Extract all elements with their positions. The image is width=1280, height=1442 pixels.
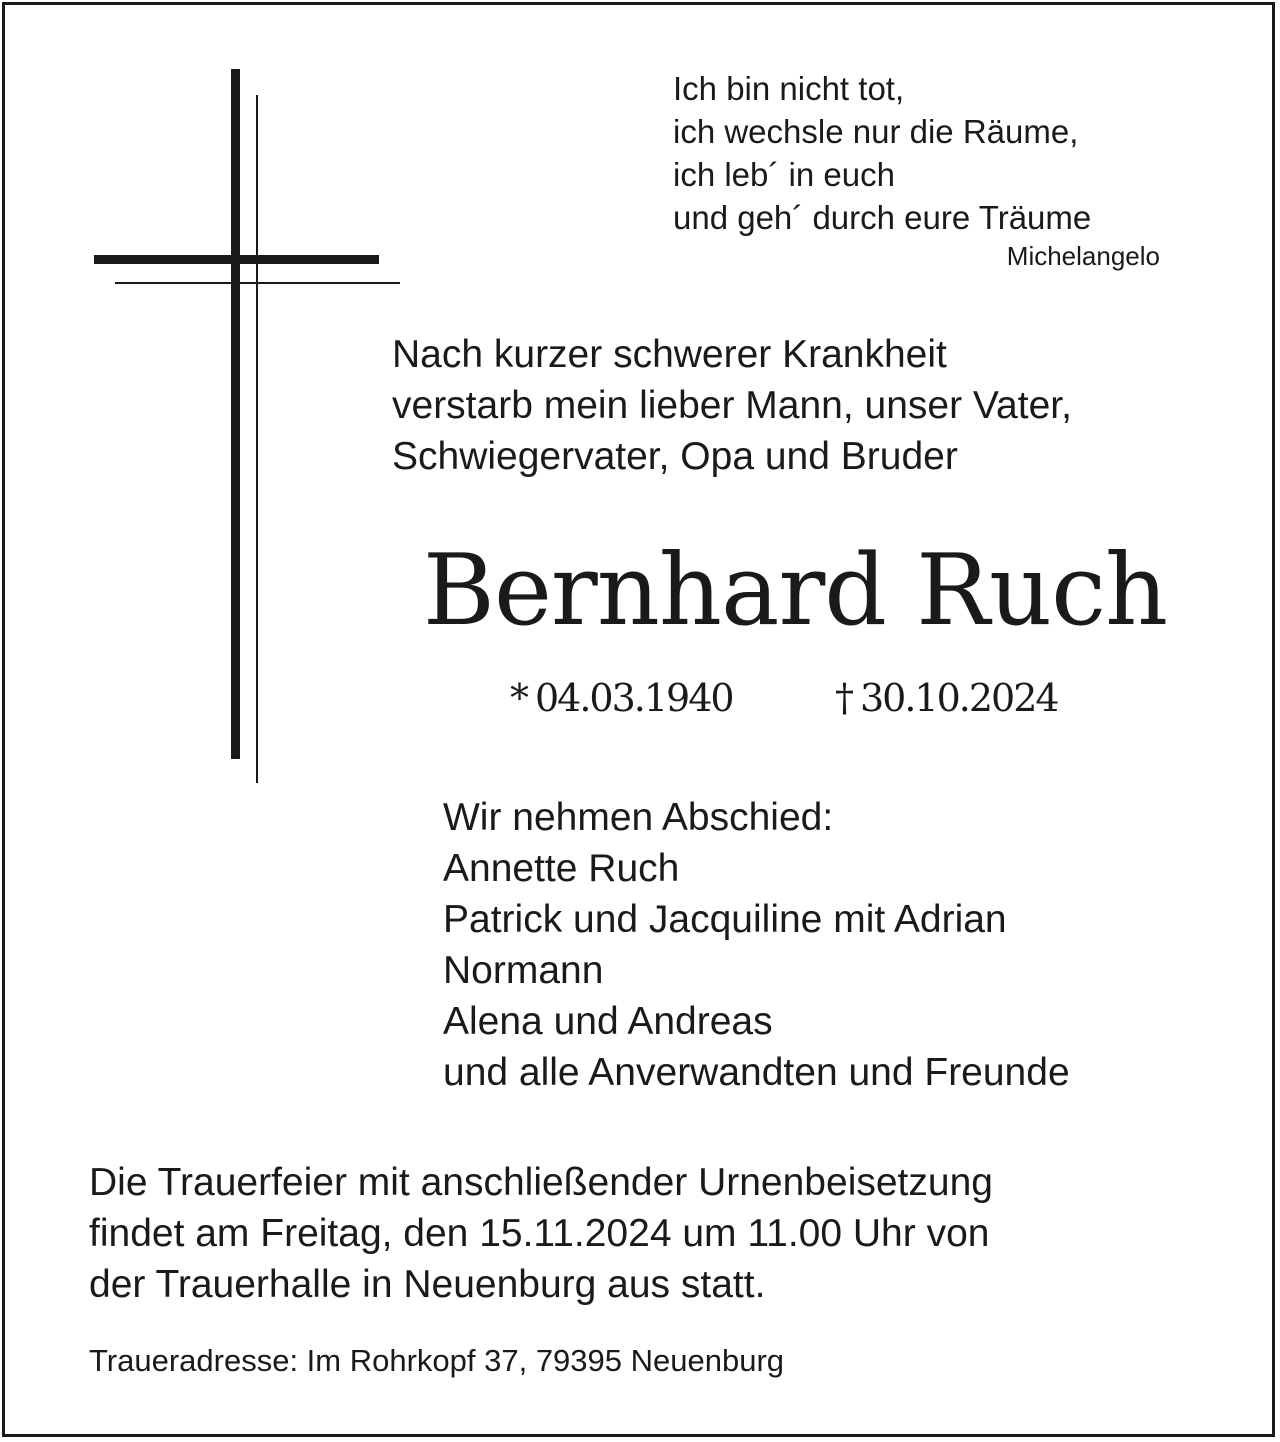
death-date: 30.10.2024 (860, 676, 1058, 720)
poem (673, 67, 1173, 239)
death-date-line (835, 673, 1058, 723)
mourner-entry: Annette Ruch (443, 847, 680, 890)
poem-author: Michelangelo (1006, 241, 1160, 271)
intro-line: verstarb mein lieber Mann, unser Vater, (392, 384, 1072, 427)
ceremony-line: Die Trauerfeier mit anschließender Urnenbeisetzung (89, 1161, 993, 1204)
mourner-entry: Normann (443, 949, 604, 992)
obituary-frame (2, 2, 1275, 1437)
poem-line: ich wechsle nur die Räume, (673, 113, 1079, 150)
mourner-entry: Alena und Andreas (443, 1000, 773, 1043)
intro-text (392, 329, 1272, 482)
cross-horizontal-thin-bar (115, 282, 400, 284)
cross-vertical-thick-bar (231, 69, 240, 759)
ceremony-notice (89, 1157, 1239, 1310)
ceremony-line: findet am Freitag, den 15.11.2024 um 11.00 Uhr von (89, 1212, 990, 1255)
birth-date: 04.03.1940 (535, 676, 733, 720)
deceased-name: Bernhard Ruch (422, 534, 1168, 648)
death-dagger-icon: † (835, 676, 854, 720)
birth-star-icon: * (510, 676, 529, 720)
mourners-heading: Wir nehmen Abschied: (443, 796, 834, 839)
cross-vertical-thin-bar (256, 95, 258, 783)
poem-line: Ich bin nicht tot, (673, 70, 905, 107)
birth-date-line (510, 673, 733, 723)
intro-line: Schwiegervater, Opa und Bruder (392, 435, 958, 478)
ceremony-line: der Trauerhalle in Neuenburg aus statt. (89, 1263, 766, 1306)
intro-line: Nach kurzer schwerer Krankheit (392, 333, 947, 376)
mourner-entry: Patrick und Jacquiline mit Adrian (443, 898, 1007, 941)
mourners-list (443, 792, 1263, 1098)
poem-line: ich leb´ in euch (673, 156, 895, 193)
poem-line: und geh´ durch eure Träume (673, 199, 1092, 236)
cross-horizontal-thick-bar (94, 255, 379, 264)
mourning-address: Traueradresse: Im Rohrkopf 37, 79395 Neuenburg (89, 1343, 785, 1378)
mourner-entry: und alle Anverwandten und Freunde (443, 1051, 1070, 1094)
